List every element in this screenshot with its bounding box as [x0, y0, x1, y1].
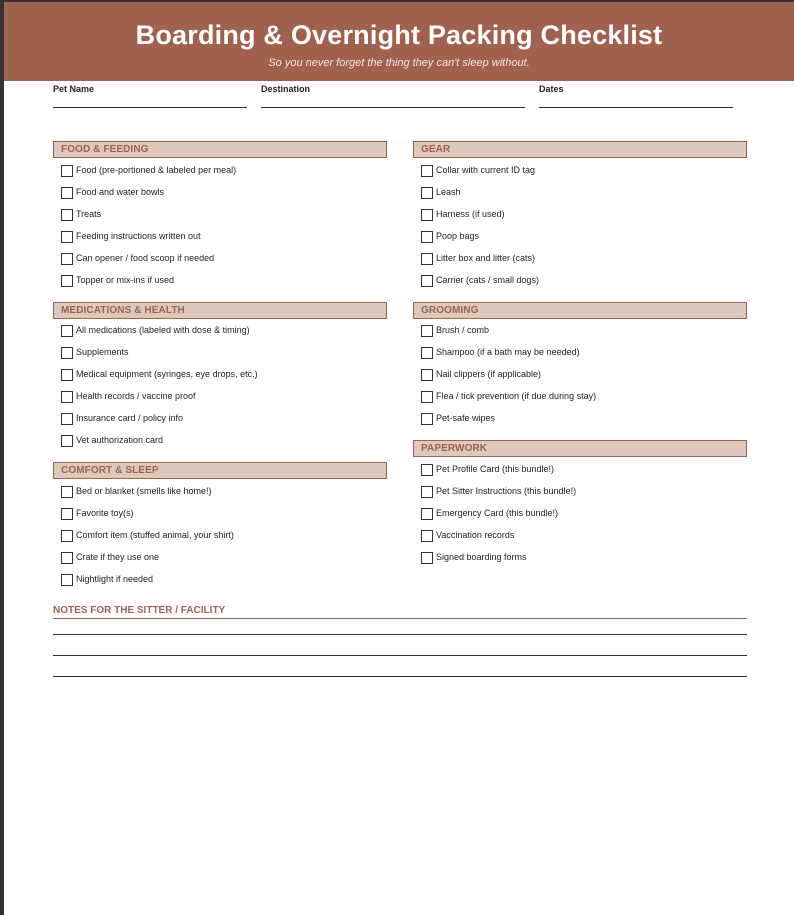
- item-label: Emergency Card (this bundle!): [436, 508, 559, 518]
- item-label: Vet authorization card: [76, 435, 164, 445]
- item-label: Insurance card / policy info: [76, 413, 184, 423]
- checkbox[interactable]: [61, 508, 73, 520]
- checkbox[interactable]: [61, 347, 73, 359]
- item-label: Topper or mix-ins if used: [76, 275, 175, 285]
- page-title: Boarding & Overnight Packing Checklist: [135, 20, 663, 50]
- item-label: Collar with current ID tag: [436, 165, 536, 175]
- item-label: Signed boarding forms: [436, 552, 527, 562]
- checkbox[interactable]: [421, 209, 433, 221]
- checkbox[interactable]: [421, 391, 433, 403]
- checkbox[interactable]: [61, 253, 73, 265]
- item-label: Medical equipment (syringes, eye drops, etc.): [76, 369, 258, 379]
- checkbox[interactable]: [61, 574, 73, 586]
- item-label: Litter box and litter (cats): [436, 253, 536, 263]
- checkbox[interactable]: [61, 275, 73, 287]
- checkbox[interactable]: [421, 231, 433, 243]
- item-label: Nightlight if needed: [76, 574, 154, 584]
- item-label: Pet Profile Card (this bundle!): [436, 464, 555, 474]
- item-label: Harness (if used): [436, 209, 505, 219]
- checkbox[interactable]: [421, 508, 433, 520]
- checkbox[interactable]: [61, 325, 73, 337]
- checkbox[interactable]: [421, 165, 433, 177]
- section-gear: [413, 141, 747, 158]
- destination-field[interactable]: [261, 107, 525, 108]
- item-label: Leash: [436, 187, 461, 197]
- section-title: FOOD & FEEDING: [61, 144, 149, 155]
- checkbox[interactable]: [421, 464, 433, 476]
- checkbox[interactable]: [421, 275, 433, 287]
- checkbox[interactable]: [61, 391, 73, 403]
- checkbox[interactable]: [61, 231, 73, 243]
- item-label: Health records / vaccine proof: [76, 391, 196, 401]
- checkbox[interactable]: [421, 369, 433, 381]
- section-grooming: [413, 302, 747, 319]
- checkbox[interactable]: [421, 552, 433, 564]
- dates-label: Dates: [539, 84, 564, 94]
- notes-line[interactable]: [53, 634, 747, 635]
- item-label: Comfort item (stuffed animal, your shirt): [76, 530, 234, 540]
- item-label: Crate if they use one: [76, 552, 160, 562]
- checkbox[interactable]: [61, 187, 73, 199]
- item-label: Favorite toy(s): [76, 508, 134, 518]
- item-label: Poop bags: [436, 231, 480, 241]
- notes-title: NOTES FOR THE SITTER / FACILITY: [53, 605, 226, 616]
- section-title: GROOMING: [421, 305, 479, 316]
- item-label: Vaccination records: [436, 530, 515, 540]
- checkbox[interactable]: [421, 530, 433, 542]
- item-label: Brush / comb: [436, 325, 490, 335]
- pet-name-field[interactable]: [53, 107, 247, 108]
- checkbox[interactable]: [61, 165, 73, 177]
- section-title: PAPERWORK: [421, 443, 488, 454]
- header-banner: [4, 2, 794, 81]
- checkbox[interactable]: [421, 486, 433, 498]
- checkbox[interactable]: [421, 347, 433, 359]
- checkbox[interactable]: [421, 325, 433, 337]
- item-label: Nail clippers (if applicable): [436, 369, 542, 379]
- checkbox[interactable]: [61, 530, 73, 542]
- section-comfort-sleep: [53, 462, 387, 479]
- checkbox[interactable]: [61, 209, 73, 221]
- notes-line[interactable]: [53, 655, 747, 656]
- item-label: Supplements: [76, 347, 129, 357]
- item-label: Bed or blanket (smells like home!): [76, 486, 212, 496]
- item-label: Food (pre-portioned & labeled per meal): [76, 165, 237, 175]
- item-label: Food and water bowls: [76, 187, 165, 197]
- checkbox[interactable]: [61, 435, 73, 447]
- page-subtitle: So you never forget the thing they can't sleep without.: [268, 57, 530, 69]
- checkbox[interactable]: [61, 486, 73, 498]
- item-label: All medications (labeled with dose & timing): [76, 325, 250, 335]
- item-label: Pet-safe wipes: [436, 413, 496, 423]
- item-label: Can opener / food scoop if needed: [76, 253, 215, 263]
- destination-label: Destination: [261, 84, 311, 94]
- dates-field[interactable]: [539, 107, 733, 108]
- notes-line[interactable]: [53, 676, 747, 677]
- item-label: Carrier (cats / small dogs): [436, 275, 540, 285]
- item-label: Shampoo (if a bath may be needed): [436, 347, 580, 357]
- item-label: Feeding instructions written out: [76, 231, 201, 241]
- section-medications-health: [53, 302, 387, 319]
- section-title: GEAR: [421, 144, 451, 155]
- notes-divider: [53, 618, 747, 619]
- pet-name-label: Pet Name: [53, 84, 95, 94]
- checkbox[interactable]: [61, 413, 73, 425]
- checkbox[interactable]: [421, 413, 433, 425]
- section-paperwork: [413, 440, 747, 457]
- section-title: COMFORT & SLEEP: [61, 465, 159, 476]
- item-label: Treats: [76, 209, 102, 219]
- item-label: Flea / tick prevention (if due during stay): [436, 391, 597, 401]
- checkbox[interactable]: [421, 187, 433, 199]
- checkbox[interactable]: [421, 253, 433, 265]
- item-label: Pet Sitter Instructions (this bundle!): [436, 486, 577, 496]
- checkbox[interactable]: [61, 369, 73, 381]
- checkbox[interactable]: [61, 552, 73, 564]
- section-title: MEDICATIONS & HEALTH: [61, 305, 185, 316]
- section-food-feeding: [53, 141, 387, 158]
